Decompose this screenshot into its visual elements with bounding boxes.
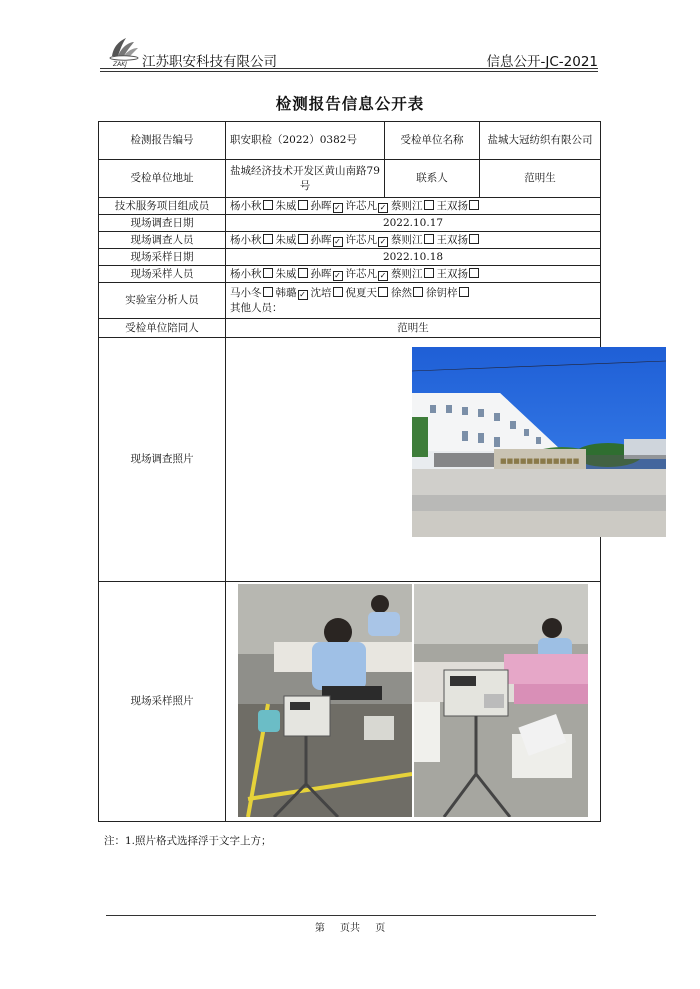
row-report-no (99, 122, 601, 160)
document-code: 信息公开-JC-2021 (486, 54, 598, 70)
empty-box-icon (298, 234, 308, 244)
staff-name: 杨小秋 (230, 267, 262, 280)
team-label: 技术服务项目组成员 (99, 198, 226, 215)
checked-box-icon: ✓ (379, 270, 387, 280)
sampling-date-label: 现场采样日期 (99, 249, 226, 266)
empty-box-icon (333, 287, 343, 297)
company-logo (104, 34, 144, 68)
empty-box-icon (424, 234, 434, 244)
sampling-photo-label: 现场采样照片 (99, 582, 226, 822)
unit-name-value: 盐城大冠纺织有限公司 (480, 122, 601, 160)
staff-name: 许芯凡 (345, 199, 377, 212)
staff-name: 王双扬 (436, 267, 468, 280)
report-no-value: 职安职检（2022）0382号 (226, 122, 385, 160)
empty-box-icon (263, 234, 273, 244)
address-label: 受检单位地址 (99, 160, 226, 198)
staff-name: 朱威 (275, 267, 297, 280)
staff-name: 杨小秋 (230, 199, 262, 212)
row-sampling-photo (99, 582, 601, 822)
empty-box-icon (263, 287, 273, 297)
staff-name: 王双扬 (436, 199, 468, 212)
staff-name: 孙晖 (310, 267, 332, 280)
lab-label: 实验室分析人员 (99, 283, 226, 319)
header-rule (100, 68, 598, 69)
page-title: 检测报告信息公开表 (275, 95, 425, 113)
empty-box-icon (424, 200, 434, 210)
staff-name: 朱威 (275, 233, 297, 246)
staff-name: 孙晖 (310, 199, 332, 212)
footer-page-label: 第 (314, 923, 325, 934)
staff-name: 蔡则江 (391, 233, 423, 246)
unit-name-label: 受检单位名称 (385, 122, 480, 160)
staff-name: 许芯凡 (345, 233, 377, 246)
empty-box-icon (298, 268, 308, 278)
team-members (226, 198, 601, 215)
empty-box-icon (378, 287, 388, 297)
escort-label: 受检单位陪同人 (99, 319, 226, 338)
header-rule-thin (100, 71, 598, 72)
row-address (99, 160, 601, 198)
footer-rule (106, 915, 596, 916)
staff-name: 杨小秋 (230, 233, 262, 246)
row-samplers (99, 266, 601, 283)
staff-name: 徐然 (391, 286, 412, 299)
escort-value: 范明生 (226, 319, 601, 338)
staff-name: 韩璐 (275, 286, 297, 299)
checked-box-icon: ✓ (299, 289, 306, 299)
row-team (99, 198, 601, 215)
lab-members (226, 283, 601, 319)
row-sampling-date (99, 249, 601, 266)
row-lab (99, 283, 601, 319)
sampling-date-value: 2022.10.18 (226, 249, 601, 266)
empty-box-icon (469, 234, 479, 244)
empty-box-icon (469, 200, 479, 210)
staff-name: 蔡则江 (391, 199, 423, 212)
checked-box-icon: ✓ (334, 202, 341, 212)
logo-text: ZAKJ (113, 61, 127, 68)
contact-label: 联系人 (385, 160, 480, 198)
company-name: 江苏职安科技有限公司 (142, 54, 277, 70)
address-value: 盐城经济技术开发区黄山南路79号 (226, 160, 385, 198)
samplers-members (226, 266, 601, 283)
report-table (98, 121, 601, 822)
empty-box-icon (298, 200, 308, 210)
survey-photo-label: 现场调查照片 (99, 338, 226, 582)
survey-photo (412, 347, 666, 537)
footer-end-label: 页 (375, 923, 386, 934)
sampling-photo-right (414, 584, 588, 817)
empty-box-icon (413, 287, 423, 297)
row-escort (99, 319, 601, 338)
surveyors-members (226, 232, 601, 249)
staff-name: 许芯凡 (345, 267, 377, 280)
staff-name: 徐钥梓 (426, 286, 458, 299)
staff-name: 孙晖 (310, 233, 332, 246)
checked-box-icon: ✓ (379, 202, 387, 212)
empty-box-icon (263, 200, 273, 210)
empty-box-icon (263, 268, 273, 278)
staff-name: 马小冬 (230, 286, 262, 299)
staff-name: 倪夏天 (345, 286, 377, 299)
report-no-label: 检测报告编号 (99, 122, 226, 160)
footer-of-label: 页共 (340, 923, 360, 934)
checked-box-icon: ✓ (379, 236, 387, 246)
row-survey-photo (99, 338, 601, 582)
staff-name: 蔡则江 (391, 267, 423, 280)
surveyors-label: 现场调查人员 (99, 232, 226, 249)
svg-text:■■■■■■■■■■■■: ■■■■■■■■■■■■ (500, 457, 580, 465)
staff-name: 沈培 (310, 286, 332, 299)
page-footer (0, 919, 700, 934)
staff-name: 王双扬 (436, 233, 468, 246)
checked-box-icon: ✓ (334, 236, 341, 246)
survey-date-value: 2022.10.17 (226, 215, 601, 232)
empty-box-icon (459, 287, 469, 297)
samplers-label: 现场采样人员 (99, 266, 226, 283)
empty-box-icon (424, 268, 434, 278)
footnote: 注：1.照片格式选择浮于文字上方； (104, 835, 272, 847)
row-surveyors (99, 232, 601, 249)
row-survey-date (99, 215, 601, 232)
survey-date-label: 现场调查日期 (99, 215, 226, 232)
contact-value: 范明生 (480, 160, 601, 198)
sampling-photo-left (238, 584, 412, 817)
empty-box-icon (469, 268, 479, 278)
page-header (100, 40, 598, 70)
staff-name: 朱威 (275, 199, 297, 212)
checked-box-icon: ✓ (334, 270, 341, 280)
lab-other-label: 其他人员： (230, 301, 283, 314)
